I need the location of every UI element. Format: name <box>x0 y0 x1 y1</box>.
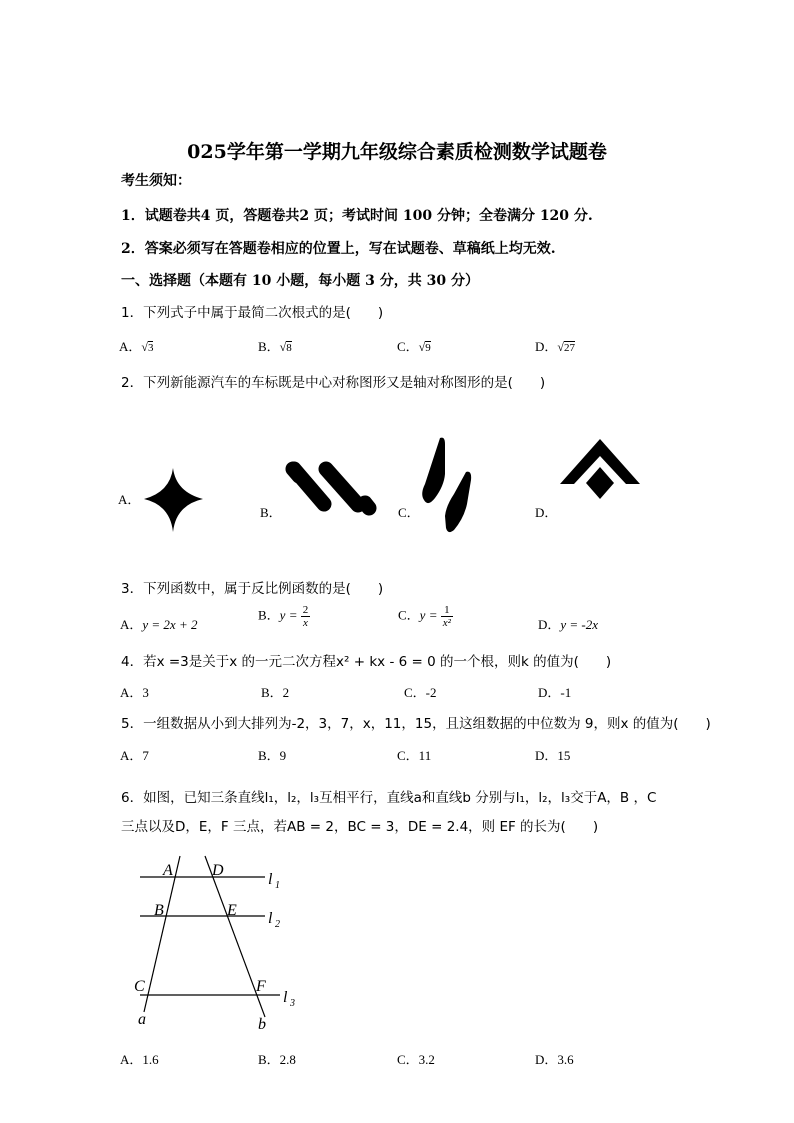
line-l2-subscript: 2 <box>275 919 280 930</box>
q6-option-a: A．1.6 <box>120 1052 159 1067</box>
q1-option-b: B．√8 <box>258 339 292 354</box>
q4-option-b: B．2 <box>261 685 290 700</box>
q1-option-d: D．√27 <box>535 339 575 354</box>
point-a-label: A <box>163 862 173 879</box>
notice-item-2: 2．答案必须写在答题卷相应的位置上，写在试题卷、草稿纸上均无效. <box>121 241 556 257</box>
line-l2-label: l <box>268 910 273 927</box>
notice-heading: 考生须知： <box>121 173 191 189</box>
q3-option-d: D．y = -2x <box>538 617 599 632</box>
logo-d-arrow-icon <box>558 436 642 508</box>
q6-option-d: D．3.6 <box>535 1052 574 1067</box>
logo-a-star-icon <box>140 462 206 536</box>
q5-option-d: D．15 <box>535 748 571 763</box>
q4-option-a: A．3 <box>120 685 149 700</box>
line-a-label: a <box>138 1011 146 1028</box>
question-3-stem: 3．下列函数中，属于反比例函数的是( ) <box>121 581 384 597</box>
q5-option-b: B．9 <box>258 748 287 763</box>
point-b-label: B <box>154 902 164 919</box>
logo-b-stripes-icon <box>283 458 379 518</box>
q2-label-d: D． <box>535 505 558 520</box>
point-f-label: F <box>256 978 266 995</box>
q2-label-c: C． <box>398 505 420 520</box>
q3-option-c: C．y = $\frac{1}{\text{x²}}$ <box>398 604 451 629</box>
question-6-stem-line-1: 6．如图，已知三条直线l₁，l₂，l₃互相平行，直线a和直线b 分别与l₁，l₂，l₃交于A，B ，C <box>121 790 657 806</box>
q3-option-a: A．y = 2x + 2 <box>120 617 198 632</box>
line-l1-subscript: 1 <box>275 880 280 891</box>
question-6-stem-line-2: 三点以及D，E，F 三点，若AB = 2，BC = 3，DE = 2.4，则 EF 的长为( ) <box>121 819 599 835</box>
q4-option-c: C．-2 <box>404 685 437 700</box>
q1-option-a: A．√3 <box>119 339 154 354</box>
q6-option-c: C．3.2 <box>397 1052 435 1067</box>
question-2-stem: 2．下列新能源汽车的车标既是中心对称图形又是轴对称图形的是( ) <box>121 375 546 391</box>
page-title: 025学年第一学期九年级综合素质检测数学试题卷 <box>187 141 607 163</box>
section-heading: 一、选择题（本题有 10 小题，每小题 3 分，共 30 分） <box>121 273 479 289</box>
question-1-stem: 1．下列式子中属于最简二次根式的是( ) <box>121 305 384 321</box>
line-l3-subscript: 3 <box>290 998 295 1009</box>
notice-item-1: 1．试题卷共4 页，答题卷共2 页；考试时间 100 分钟；全卷满分 120 分. <box>121 208 593 224</box>
q6-option-b: B．2.8 <box>258 1052 296 1067</box>
q3-option-b: B．y = $\frac{2}{x}$ <box>258 604 309 629</box>
point-c-label: C <box>134 978 145 995</box>
q5-option-c: C．11 <box>397 748 432 763</box>
q2-label-a: A． <box>118 492 141 507</box>
q5-option-a: A．7 <box>120 748 149 763</box>
q6-parallel-lines-figure <box>125 852 305 1036</box>
line-l3-label: l <box>283 989 288 1006</box>
point-e-label: E <box>227 902 237 919</box>
logo-c-slashes-icon <box>418 436 474 534</box>
point-d-label: D <box>212 862 224 879</box>
line-l1-label: l <box>268 871 273 888</box>
question-5-stem: 5．一组数据从小到大排列为-2，3，7，x，11，15，且这组数据的中位数为 9，则x 的值为( ) <box>121 716 711 732</box>
q4-option-d: D．-1 <box>538 685 572 700</box>
question-4-stem: 4．若x =3是关于x 的一元二次方程x² + kx - 6 = 0 的一个根，则k 的值为( ) <box>121 654 612 670</box>
q1-option-c: C．√9 <box>397 339 431 354</box>
q2-label-b: B． <box>260 505 282 520</box>
line-b-label: b <box>258 1016 266 1033</box>
